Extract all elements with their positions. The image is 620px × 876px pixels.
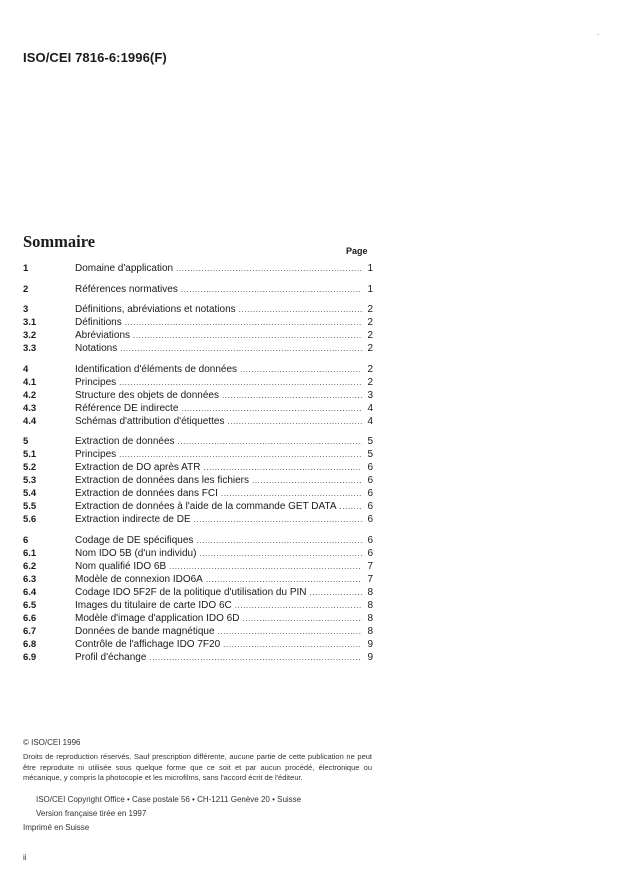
toc-entry-page: 1 [367, 283, 373, 295]
toc-entry-page: 8 [367, 612, 373, 624]
toc-entry-page: 4 [367, 415, 373, 427]
toc-entry[interactable] [23, 389, 373, 402]
toc-entry-page: 2 [367, 343, 373, 354]
toc-entry-title: Données de bande magnétique [75, 625, 215, 637]
toc-entry-title: Référence DE indirecte [75, 402, 179, 414]
toc-entry-number: 3.1 [23, 317, 37, 328]
toc-entry[interactable] [23, 363, 373, 376]
toc-leader-dots [252, 474, 362, 487]
toc-leader-dots [120, 342, 362, 355]
toc-entry-title: Nom qualifié IDO 6B [75, 560, 167, 572]
toc-entry-page: 6 [367, 514, 373, 525]
toc-entry-number: 4.1 [23, 376, 37, 388]
toc-entry-page: 9 [367, 651, 373, 663]
toc-entry[interactable] [23, 316, 373, 329]
toc-entry[interactable] [23, 474, 373, 487]
toc-entry-number: 6.8 [23, 638, 37, 650]
toc-entry-page: 8 [367, 586, 373, 598]
toc-entry-number: 6.2 [23, 560, 37, 572]
toc-page-column-label: Page [346, 246, 368, 256]
toc-leader-dots [181, 402, 362, 415]
toc-leader-dots [218, 625, 362, 638]
toc-entry[interactable] [23, 612, 373, 625]
toc-entry[interactable] [23, 448, 373, 461]
toc-entry-page: 1 [367, 263, 373, 274]
toc-entry-page: 6 [367, 534, 373, 546]
toc-leader-dots [222, 389, 362, 402]
toc-entry-title: Notations [75, 343, 118, 354]
toc-entry[interactable] [23, 500, 373, 513]
toc-entry-title: Profil d'échange [75, 651, 147, 663]
toc-leader-dots [133, 329, 362, 342]
toc-entry-number: 3 [23, 304, 29, 315]
toc-entry[interactable] [23, 513, 373, 526]
toc-entry-title: Structure des objets de données [75, 389, 219, 401]
toc-entry-number: 5.5 [23, 501, 37, 512]
table-of-contents [23, 262, 373, 664]
toc-entry-number: 5.4 [23, 488, 37, 499]
toc-leader-dots [223, 638, 362, 651]
toc-leader-dots [242, 612, 362, 625]
toc-leader-dots [176, 262, 362, 275]
toc-entry-title: Contrôle de l'affichage IDO 7F20 [75, 638, 221, 650]
toc-entry-title: Abréviations [75, 330, 131, 341]
toc-entry[interactable] [23, 376, 373, 389]
toc-entry[interactable] [23, 461, 373, 474]
document-id: ISO/CEI 7816-6:1996(F) [23, 50, 167, 65]
toc-entry-page: 5 [367, 449, 373, 460]
toc-entry-number: 6.1 [23, 547, 37, 559]
toc-leader-dots [199, 547, 362, 560]
toc-entry[interactable] [23, 435, 373, 448]
toc-entry-title: Identification d'éléments de données [75, 363, 238, 375]
toc-leader-dots [239, 303, 362, 316]
toc-title: Sommaire [23, 232, 96, 251]
toc-entry-page: 2 [367, 317, 373, 328]
toc-entry-page: 6 [367, 462, 373, 473]
copyright-line: © ISO/CEI 1996 [23, 738, 81, 747]
toc-entry-page: 2 [367, 330, 373, 341]
toc-leader-dots [203, 461, 362, 474]
toc-leader-dots [125, 316, 362, 329]
toc-entry-title: Extraction de DO après ATR [75, 462, 201, 473]
toc-entry-page: 6 [367, 488, 373, 499]
toc-entry-number: 5.6 [23, 514, 37, 525]
rights-notice: Droits de reproduction réservés. Sauf prescription différente, aucune partie de cette publication ne peut être reproduite ni utilisée sous quelque forme que ce soit et par aucun procédé, électronique ou mécanique, y compris la photocopie et les microfilms, sans l'accord écrit de l'éditeur. [23, 752, 372, 782]
version-note: Version française tirée en 1997 [36, 809, 147, 818]
toc-entry[interactable] [23, 599, 373, 612]
printed-in: Imprimé en Suisse [23, 823, 90, 832]
toc-entry-title: Nom IDO 5B (d'un individu) [75, 547, 197, 559]
toc-leader-dots [340, 500, 363, 513]
toc-entry-title: Extraction de données à l'aide de la commande GET DATA [75, 501, 337, 512]
toc-entry-title: Extraction indirecte de DE [75, 514, 191, 525]
page-number: ii [23, 853, 27, 862]
toc-leader-dots [196, 534, 362, 547]
toc-leader-dots [169, 560, 362, 573]
toc-entry-title: Codage IDO 5F2F de la politique d'utilisation du PIN [75, 586, 307, 598]
toc-entry-title: Modèle d'image d'application IDO 6D [75, 612, 240, 624]
toc-entry-page: 6 [367, 501, 373, 512]
toc-entry[interactable] [23, 283, 373, 296]
toc-entry-title: Schémas d'attribution d'étiquettes [75, 415, 225, 427]
toc-entry-number: 3.2 [23, 330, 37, 341]
toc-entry[interactable] [23, 560, 373, 573]
toc-entry-title: Domaine d'application [75, 263, 174, 274]
toc-leader-dots [227, 415, 362, 428]
toc-leader-dots [149, 651, 362, 664]
toc-entry-page: 7 [367, 573, 373, 585]
toc-entry[interactable] [23, 625, 373, 638]
toc-entry-page: 5 [367, 436, 373, 447]
toc-entry-page: 3 [367, 389, 373, 401]
toc-entry[interactable] [23, 638, 373, 651]
toc-entry-title: Principes [75, 449, 117, 460]
toc-entry-number: 6.3 [23, 573, 37, 585]
toc-leader-dots [178, 435, 362, 448]
toc-leader-dots [221, 487, 362, 500]
toc-entry-title: Extraction de données dans les fichiers [75, 475, 249, 486]
toc-entry[interactable] [23, 303, 373, 316]
toc-leader-dots [119, 376, 362, 389]
stray-mark: . [597, 28, 600, 37]
toc-entry-title: Extraction de données [75, 436, 175, 447]
toc-leader-dots [240, 363, 362, 376]
toc-entry-page: 7 [367, 560, 373, 572]
toc-leader-dots [119, 448, 362, 461]
toc-leader-dots [309, 586, 362, 599]
toc-entry-number: 4.3 [23, 402, 37, 414]
toc-entry-number: 6.6 [23, 612, 37, 624]
copyright-office-address: ISO/CEI Copyright Office • Case postale 56 • CH-1211 Genève 20 • Suisse [36, 795, 302, 804]
toc-entry-number: 4.2 [23, 389, 37, 401]
toc-entry-page: 6 [367, 547, 373, 559]
toc-entry-title: Images du titulaire de carte IDO 6C [75, 599, 232, 611]
toc-entry-number: 5.1 [23, 449, 37, 460]
toc-leader-dots [194, 513, 362, 526]
toc-entry-number: 2 [23, 283, 29, 295]
toc-leader-dots [206, 573, 362, 586]
toc-entry[interactable] [23, 573, 373, 586]
toc-entry-number: 6.4 [23, 586, 37, 598]
toc-entry-title: Principes [75, 376, 117, 388]
toc-entry-title: Modèle de connexion IDO6A [75, 573, 203, 585]
toc-entry-number: 5 [23, 436, 29, 447]
toc-entry-page: 8 [367, 625, 373, 637]
toc-entry-number: 6 [23, 534, 29, 546]
toc-entry[interactable] [23, 586, 373, 599]
toc-entry-number: 3.3 [23, 343, 37, 354]
toc-entry-page: 4 [367, 402, 373, 414]
toc-entry-number: 6.9 [23, 651, 37, 663]
toc-entry[interactable] [23, 547, 373, 560]
toc-entry-page: 9 [367, 638, 373, 650]
toc-entry[interactable] [23, 402, 373, 415]
toc-entry-number: 4 [23, 363, 29, 375]
toc-entry-page: 2 [367, 363, 373, 375]
toc-entry-number: 4.4 [23, 415, 37, 427]
toc-entry-page: 8 [367, 599, 373, 611]
toc-entry-number: 6.7 [23, 625, 37, 637]
toc-entry-title: Extraction de données dans FCI [75, 488, 218, 499]
toc-leader-dots [181, 283, 362, 296]
toc-leader-dots [235, 599, 362, 612]
toc-entry-number: 5.2 [23, 462, 37, 473]
toc-entry[interactable] [23, 415, 373, 428]
toc-entry[interactable] [23, 487, 373, 500]
toc-entry[interactable] [23, 651, 373, 664]
toc-entry-title: Définitions [75, 317, 122, 328]
toc-entry-number: 5.3 [23, 475, 37, 486]
toc-entry-page: 6 [367, 475, 373, 486]
toc-entry-page: 2 [367, 304, 373, 315]
toc-entry-title: Définitions, abréviations et notations [75, 304, 236, 315]
toc-entry[interactable] [23, 262, 373, 275]
toc-entry[interactable] [23, 329, 373, 342]
toc-entry-page: 2 [367, 376, 373, 388]
toc-entry-number: 1 [23, 263, 29, 274]
toc-entry-number: 6.5 [23, 599, 37, 611]
toc-entry[interactable] [23, 534, 373, 547]
toc-entry-title: Références normatives [75, 283, 178, 295]
toc-entry[interactable] [23, 342, 373, 355]
toc-entry-title: Codage de DE spécifiques [75, 534, 194, 546]
